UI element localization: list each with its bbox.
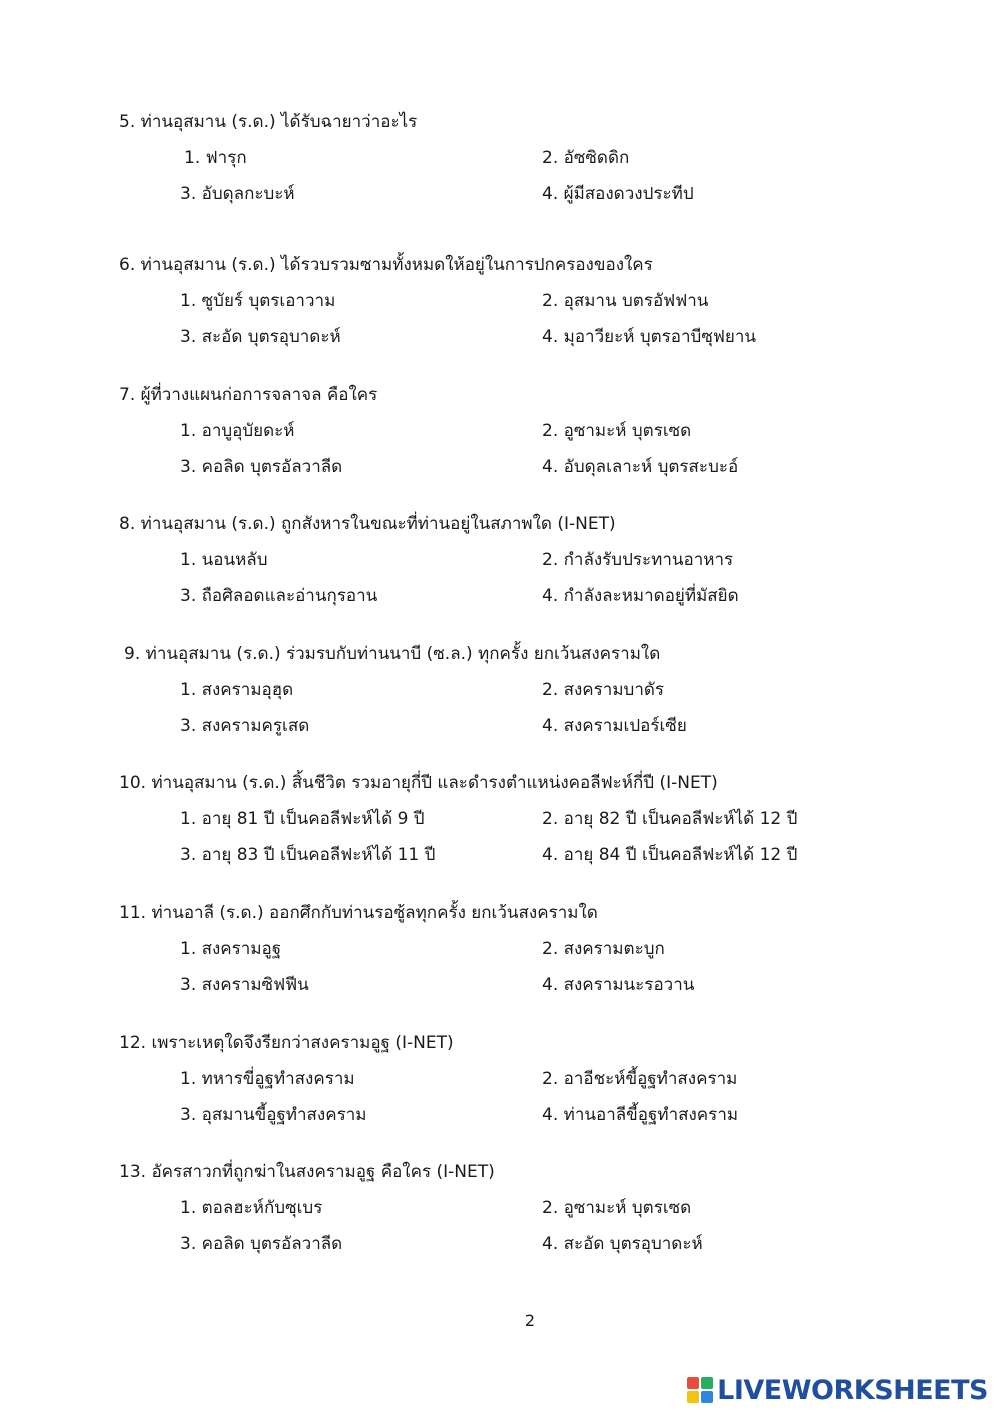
- option-2: 2. อุสมาน บตรอัฟฟาน: [542, 291, 709, 311]
- option-2: 2. อูซามะห์ บุตรเซด: [542, 421, 692, 441]
- option-1: 1. สงครามอูฐ: [180, 939, 282, 959]
- question-stem: 6. ท่านอุสมาน (ร.ด.) ได้รวบรวมซามทั้งหมดให้อยู่ในการปกครองของใคร: [119, 255, 653, 275]
- option-2: 2. สงครามบาดัร: [542, 680, 665, 700]
- option-4: 4. ท่านอาลีขี้อูฐทำสงคราม: [542, 1105, 739, 1125]
- option-2: 2. อัซซิดดิก: [542, 148, 630, 168]
- logo-text: LIVEWORKSHEETS: [717, 1374, 988, 1406]
- logo-square: [687, 1391, 699, 1403]
- logo-square: [701, 1377, 713, 1389]
- option-4: 4. อับดุลเลาะห์ บุตรสะบะอ์: [542, 457, 739, 477]
- question-stem: 13. อัครสาวกที่ถูกฆ่าในสงครามอูฐ คือใคร (I-NET): [119, 1162, 495, 1182]
- option-3: 3. คอลิด บุตรอัลวาลีด: [180, 457, 343, 477]
- liveworksheets-logo[interactable]: [687, 1374, 988, 1406]
- option-1: 1. ทหารขี่อูฐทำสงคราม: [180, 1069, 355, 1089]
- option-3: 3. อายุ 83 ปี เป็นคอลีฟะห์ได้ 11 ปี: [180, 845, 436, 865]
- logo-square: [687, 1377, 699, 1389]
- option-1: 1. ฟารุก: [184, 148, 247, 168]
- option-3: 3. สะอัด บุตรอุบาดะห์: [180, 327, 341, 347]
- option-2: 2. อาอีชะห์ขี้อูฐทำสงคราม: [542, 1069, 738, 1089]
- option-1: 1. อายุ 81 ปี เป็นคอลีฟะห์ได้ 9 ปี: [180, 809, 425, 829]
- logo-square: [701, 1391, 713, 1403]
- option-1: 1. ซูบัยร์ บุตรเอาวาม: [180, 291, 336, 311]
- option-1: 1. นอนหลับ: [180, 550, 268, 570]
- page-number: 2: [524, 1311, 536, 1330]
- option-4: 4. มุอาวียะห์ บุตรอาบีซุฟยาน: [542, 327, 757, 347]
- question-stem: 9. ท่านอุสมาน (ร.ด.) ร่วมรบกับท่านนาบี (ซ.ล.) ทุกครั้ง ยกเว้นสงครามใด: [124, 644, 661, 664]
- option-4: 4. สงครามนะรอวาน: [542, 975, 695, 995]
- question-stem: 8. ท่านอุสมาน (ร.ด.) ถูกสังหารในขณะที่ท่านอยู่ในสภาพใด (I-NET): [119, 514, 616, 534]
- option-3: 3. สงครามครูเสด: [180, 716, 310, 736]
- option-2: 2. อายุ 82 ปี เป็นคอลีฟะห์ได้ 12 ปี: [542, 809, 798, 829]
- question-stem: 7. ผู้ที่วางแผนก่อการจลาจล คือใคร: [119, 385, 378, 405]
- option-2: 2. สงครามตะบูก: [542, 939, 665, 959]
- option-3: 3. คอลิด บุตรอัลวาลีด: [180, 1234, 343, 1254]
- option-3: 3. ถือศิลอดและอ่านกุรอาน: [180, 586, 378, 606]
- option-3: 3. สงครามซิฟฟีน: [180, 975, 309, 995]
- option-1: 1. สงครามอุฮุด: [180, 680, 294, 700]
- question-stem: 11. ท่านอาลี (ร.ด.) ออกศึกกับท่านรอซู้ลทุกครั้ง ยกเว้นสงครามใด: [119, 903, 598, 923]
- option-4: 4. ผู้มีสองดวงประทีป: [542, 184, 694, 204]
- option-4: 4. อายุ 84 ปี เป็นคอลีฟะห์ได้ 12 ปี: [542, 845, 798, 865]
- option-3: 3. อุสมานขี้อูฐทำสงคราม: [180, 1105, 367, 1125]
- option-4: 4. สงครามเปอร์เซีย: [542, 716, 687, 736]
- option-4: 4. สะอัด บุตรอุบาดะห์: [542, 1234, 703, 1254]
- option-2: 2. อูซามะห์ บุตรเซด: [542, 1198, 692, 1218]
- option-4: 4. กำลังละหมาดอยู่ที่มัสยิด: [542, 586, 739, 606]
- option-1: 1. อาบูอุบัยดะห์: [180, 421, 295, 441]
- question-stem: 12. เพราะเหตุใดจึงรียกว่าสงครามอูฐ (I-NET): [119, 1033, 454, 1053]
- question-stem: 5. ท่านอุสมาน (ร.ด.) ได้รับฉายาว่าอะไร: [119, 112, 418, 132]
- option-1: 1. ตอลฮะห์กับซุเบร: [180, 1198, 323, 1218]
- option-2: 2. กำลังรับประทานอาหาร: [542, 550, 734, 570]
- question-stem: 10. ท่านอุสมาน (ร.ด.) สิ้นชีวิต รวมอายุกี่ปี และดำรงตำแหน่งคอลีฟะห์กี่ปี (I-NET): [119, 773, 718, 793]
- logo-mark-icon: [687, 1377, 713, 1403]
- option-3: 3. อับดุลกะบะห์: [180, 184, 295, 204]
